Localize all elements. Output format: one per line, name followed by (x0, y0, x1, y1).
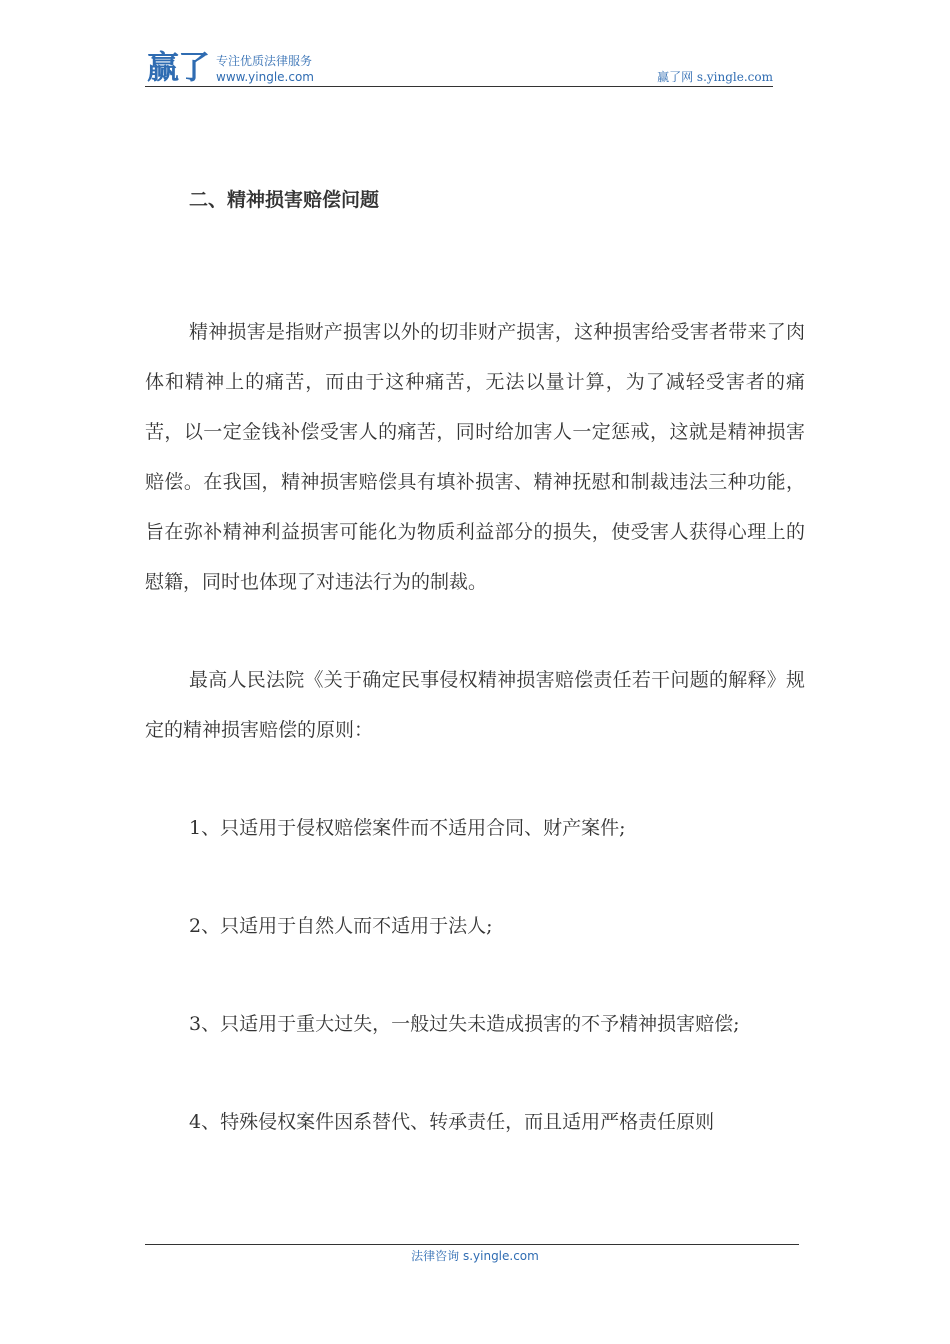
list-item-principle-3: 3、只适用于重大过失，一般过失未造成损害的不予精神损害赔偿; (189, 1013, 740, 1035)
section-heading: 二、精神损害赔偿问题 (189, 189, 380, 211)
list-item-principle-4: 4、特殊侵权案件因系替代、转承责任，而且适用严格责任原则 (189, 1111, 715, 1133)
header-site-link[interactable]: 赢了网 s.yingle.com (657, 70, 773, 84)
footer-link[interactable]: 法律咨询 s.yingle.com (411, 1249, 539, 1263)
document-body (145, 180, 805, 1147)
paragraph-principles-intro: 最高人民法院《关于确定民事侵权精神损害赔偿责任若干问题的解释》规定的精神损害赔偿的原则： (145, 669, 805, 741)
header-divider (145, 86, 773, 87)
logo-tagline: 专注优质法律服务 (216, 54, 313, 68)
logo-mark: 赢了 (147, 48, 210, 86)
logo-url: www.yingle.com (216, 70, 314, 84)
list-item-principle-2: 2、只适用于自然人而不适用于法人; (189, 915, 493, 937)
page-header (145, 48, 773, 88)
footer-divider (145, 1244, 799, 1245)
paragraph-definition: 精神损害是指财产损害以外的切非财产损害，这种损害给受害者带来了肉体和精神上的痛苦，而由于这种痛苦，无法以量计算，为了减轻受害者的痛苦，以一定金钱补偿受害人的痛苦，同时给加害人一定惩戒，这就是精神损害赔偿。在我国，精神损害赔偿具有填补损害、精神抚慰和制裁违法三种功能，旨在弥补精神利益损害可能化为物质利益部分的损失，使受害人获得心理上的慰籍，同时也体现了对违法行为的制裁。 (145, 321, 805, 593)
list-item-principle-1: 1、只适用于侵权赔偿案件而不适用合同、财产案件; (189, 817, 626, 839)
site-logo[interactable] (145, 48, 345, 88)
